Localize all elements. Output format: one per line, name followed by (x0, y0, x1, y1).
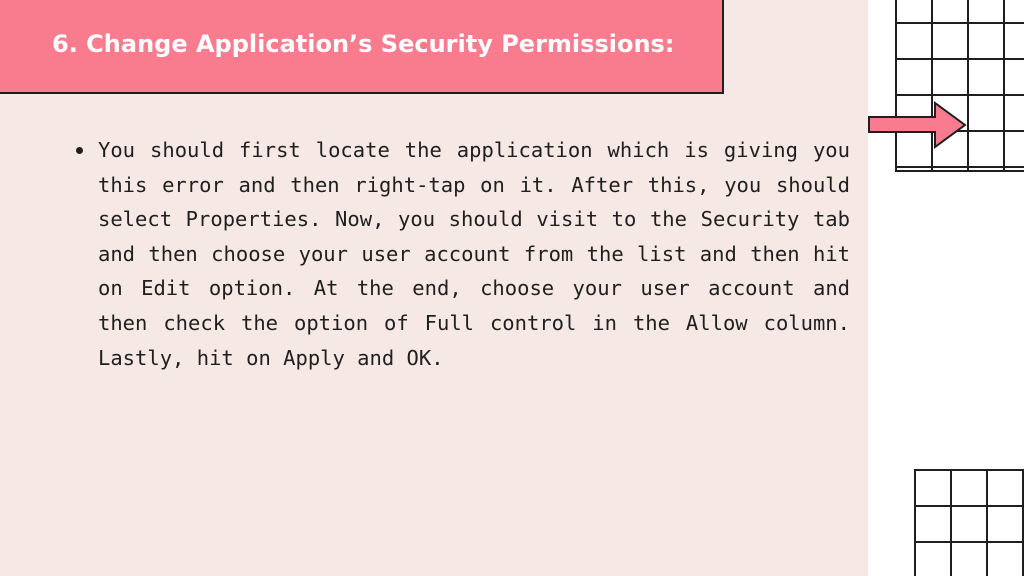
arrow-right-icon (867, 100, 969, 150)
grid-pattern-icon (914, 469, 1024, 576)
title-banner (0, 0, 724, 94)
list-item (74, 133, 850, 375)
bullet-text: You should first locate the application which is giving you this error and then right-tap on it. After this, you should select Properties. Now, you should visit to the Security tab and then choose your user account from the list and then hit on Edit option. At the end, choose your user account and then check the option of Full control in the Allow column. Lastly, hit on Apply and OK. (98, 138, 850, 370)
bullet-dot (76, 147, 83, 154)
bullet-list (74, 133, 850, 375)
slide-title: 6. Change Application’s Security Permissions: (52, 30, 675, 58)
